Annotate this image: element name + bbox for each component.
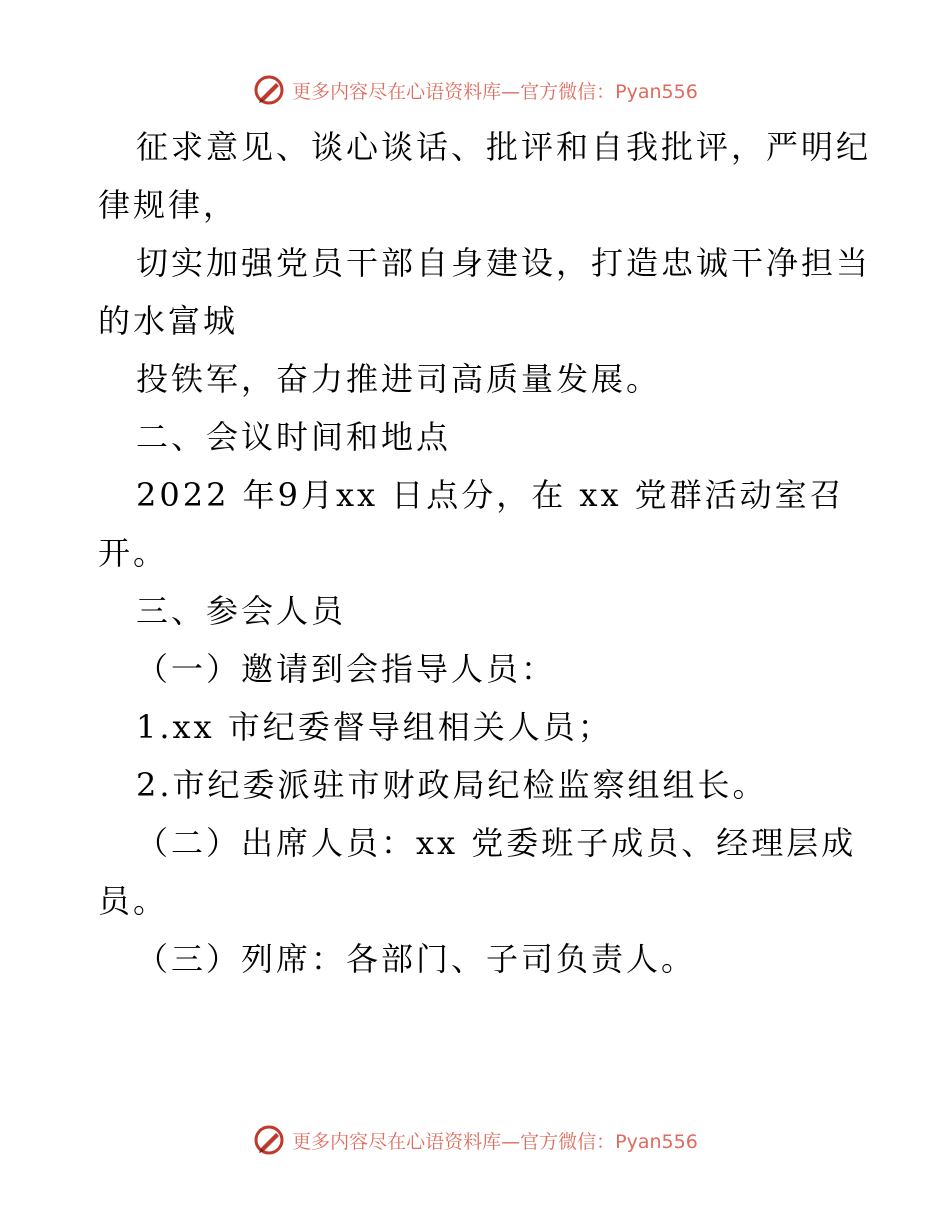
paragraph-line: （二）出席人员：xx 党委班子成员、经理层成 [136, 824, 857, 862]
paragraph-line: 律规律， [98, 186, 239, 224]
list-item: 1.xx 市纪委督导组相关人员； [136, 708, 613, 746]
paragraph-line: 投铁军，奋力推进司高质量发展。 [136, 360, 662, 398]
footer-banner [0, 1120, 950, 1160]
header-banner [0, 70, 950, 110]
banner-text: 更多内容尽在心语资料库—官方微信：Pyan556 [292, 80, 698, 103]
section-heading: 三、参会人员 [136, 592, 347, 630]
list-item: 2.市纪委派驻市财政局纪检监察组组长。 [136, 766, 768, 804]
pen-logo-icon [252, 73, 286, 107]
paragraph-line: 员。 [98, 882, 169, 920]
paragraph-line: 切实加强党员干部自身建设，打造忠诚干净担当 [136, 244, 872, 282]
paragraph-line: （一）邀请到会指导人员： [136, 650, 557, 688]
paragraph-line: 开。 [98, 534, 169, 572]
paragraph-line: （三）列席：各部门、子司负责人。 [136, 940, 697, 978]
paragraph-line: 2022 年9月xx 日点分，在 xx 党群活动室召 [136, 476, 845, 514]
banner-text: 更多内容尽在心语资料库—官方微信：Pyan556 [292, 1130, 698, 1153]
section-heading: 二、会议时间和地点 [136, 418, 452, 456]
paragraph-line: 征求意见、谈心谈话、批评和自我批评，严明纪 [136, 128, 872, 166]
paragraph-line: 的水富城 [98, 302, 239, 340]
pen-logo-icon [252, 1123, 286, 1157]
